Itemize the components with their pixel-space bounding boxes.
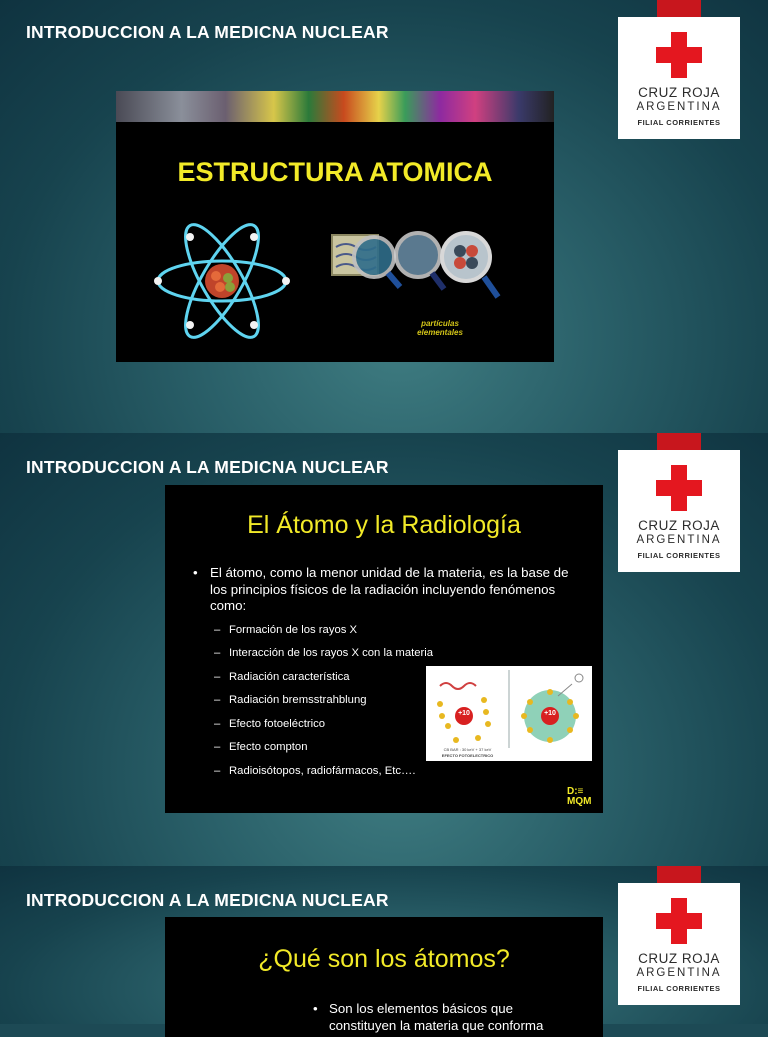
logo-line2: ARGENTINA xyxy=(636,967,722,979)
slide3-heading: ¿Qué son los átomos? xyxy=(258,945,510,973)
slide-band-1 xyxy=(0,0,768,433)
figure-caption-top: CB BAR : 30 keV + 37 keV xyxy=(443,747,492,752)
logo-line1: CRUZ ROJA xyxy=(638,85,720,100)
magnifier-particles-illustration xyxy=(326,227,516,317)
slide1-caption: partículas elementales xyxy=(417,319,463,337)
slide2-subitem: – Radiación característica xyxy=(214,671,350,683)
red-cross-icon xyxy=(656,32,702,78)
logo-line1: CRUZ ROJA xyxy=(638,518,720,533)
slide2-subitem: – Efecto compton xyxy=(214,741,308,753)
slide2-subitem: – Interacción de los rayos X con la materia xyxy=(214,647,434,659)
slide3-bullet: • Son los elementos básicos que constituyen la materia que conforma xyxy=(313,1001,544,1033)
bullet-dot: • xyxy=(193,565,198,580)
logo-line1: CRUZ ROJA xyxy=(638,951,720,966)
logo-line3: FILIAL CORRIENTES xyxy=(637,118,721,127)
logo-line3: FILIAL CORRIENTES xyxy=(637,984,721,993)
nucleus-label: +10 xyxy=(458,710,470,717)
header-title: INTRODUCCION A LA MEDICNA NUCLEAR xyxy=(26,890,389,910)
slide2-bullet: • El átomo, como la menor unidad de la materia, es la base de los principios físicos de la radiación incluyendo fenómenos como: xyxy=(193,565,569,613)
header-title: INTRODUCCION A LA MEDICNA NUCLEAR xyxy=(26,22,389,42)
mqm-corner-logo: D:≡ MQM xyxy=(567,786,592,807)
logo-line2: ARGENTINA xyxy=(636,534,722,546)
slide-band-2 xyxy=(0,433,768,866)
slide2-subitem: – Radioisótopos, radiofármacos, Etc…. xyxy=(214,765,416,777)
slide2-subitem: – Formación de los rayos X xyxy=(214,624,358,636)
photoelectric-effect-figure xyxy=(426,666,592,761)
header-title: INTRODUCCION A LA MEDICNA NUCLEAR xyxy=(26,457,389,477)
slide-band-3 xyxy=(0,866,768,1033)
red-cross-icon xyxy=(656,898,702,944)
slide-atomo-radiologia xyxy=(165,485,603,813)
colorful-banner-image xyxy=(116,91,554,122)
atom-illustration xyxy=(152,231,292,331)
slide2-subitem: – Efecto fotoeléctrico xyxy=(214,718,326,730)
slide1-heading: ESTRUCTURA ATOMICA xyxy=(177,157,493,187)
slide-estructura-atomica xyxy=(116,91,554,362)
slide2-heading: El Átomo y la Radiología xyxy=(247,511,521,539)
red-cross-icon xyxy=(656,465,702,511)
slide-que-son-atomos xyxy=(165,917,603,1037)
slide2-subitem: – Radiación bremsstrahblung xyxy=(214,694,367,706)
figure-caption-bottom: EFECTO FOTOELECTRICO xyxy=(441,753,494,758)
logo-line3: FILIAL CORRIENTES xyxy=(637,551,721,560)
logo-line2: ARGENTINA xyxy=(636,101,722,113)
bullet-dot: • xyxy=(313,1001,318,1016)
nucleus-label: +10 xyxy=(544,710,556,717)
